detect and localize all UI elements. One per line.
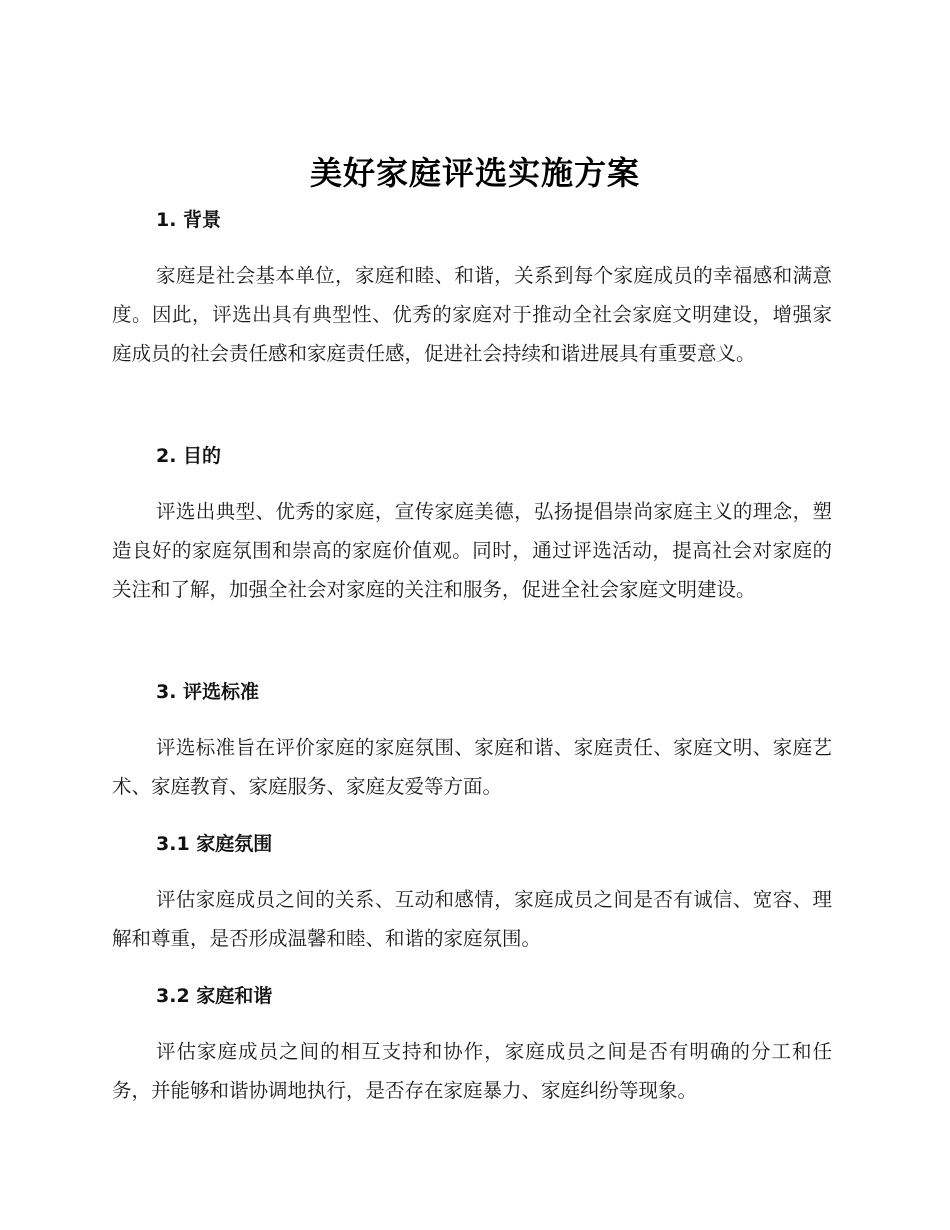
section-body-family-atmosphere: 评估家庭成员之间的关系、互动和感情，家庭成员之间是否有诚信、宽容、理解和尊重，是否形成温馨和睦、和谐的家庭氛围。 [112,888,832,950]
section-body-background: 家庭是社会基本单位，家庭和睦、和谐，关系到每个家庭成员的幸福感和满意度。因此，评选出具有典型性、优秀的家庭对于推动全社会家庭文明建设，增强家庭成员的社会责任感和家庭责任感，促进社会持续和谐进展具有重要意义。 [112,264,832,365]
section-heading-family-harmony: 3.2 家庭和谐 [156,985,273,1007]
section-heading-family-atmosphere: 3.1 家庭氛围 [156,833,273,855]
section-body-criteria: 评选标准旨在评价家庭的家庭氛围、家庭和谐、家庭责任、家庭文明、家庭艺术、家庭教育、家庭服务、家庭友爱等方面。 [112,736,832,798]
section-body-purpose: 评选出典型、优秀的家庭，宣传家庭美德，弘扬提倡崇尚家庭主义的理念，塑造良好的家庭氛围和崇高的家庭价值观。同时，通过评选活动，提高社会对家庭的关注和了解，加强全社会对家庭的关注和服务，促进全社会家庭文明建设。 [112,500,832,601]
section-heading-purpose: 2. 目的 [156,445,222,467]
section-heading-criteria: 3. 评选标准 [156,681,260,703]
document-title: 美好家庭评选实施方案 [309,154,640,192]
section-heading-background: 1. 背景 [156,209,222,231]
section-body-family-harmony: 评估家庭成员之间的相互支持和协作，家庭成员之间是否有明确的分工和任务，并能够和谐协调地执行，是否存在家庭暴力、家庭纠纷等现象。 [112,1040,832,1102]
